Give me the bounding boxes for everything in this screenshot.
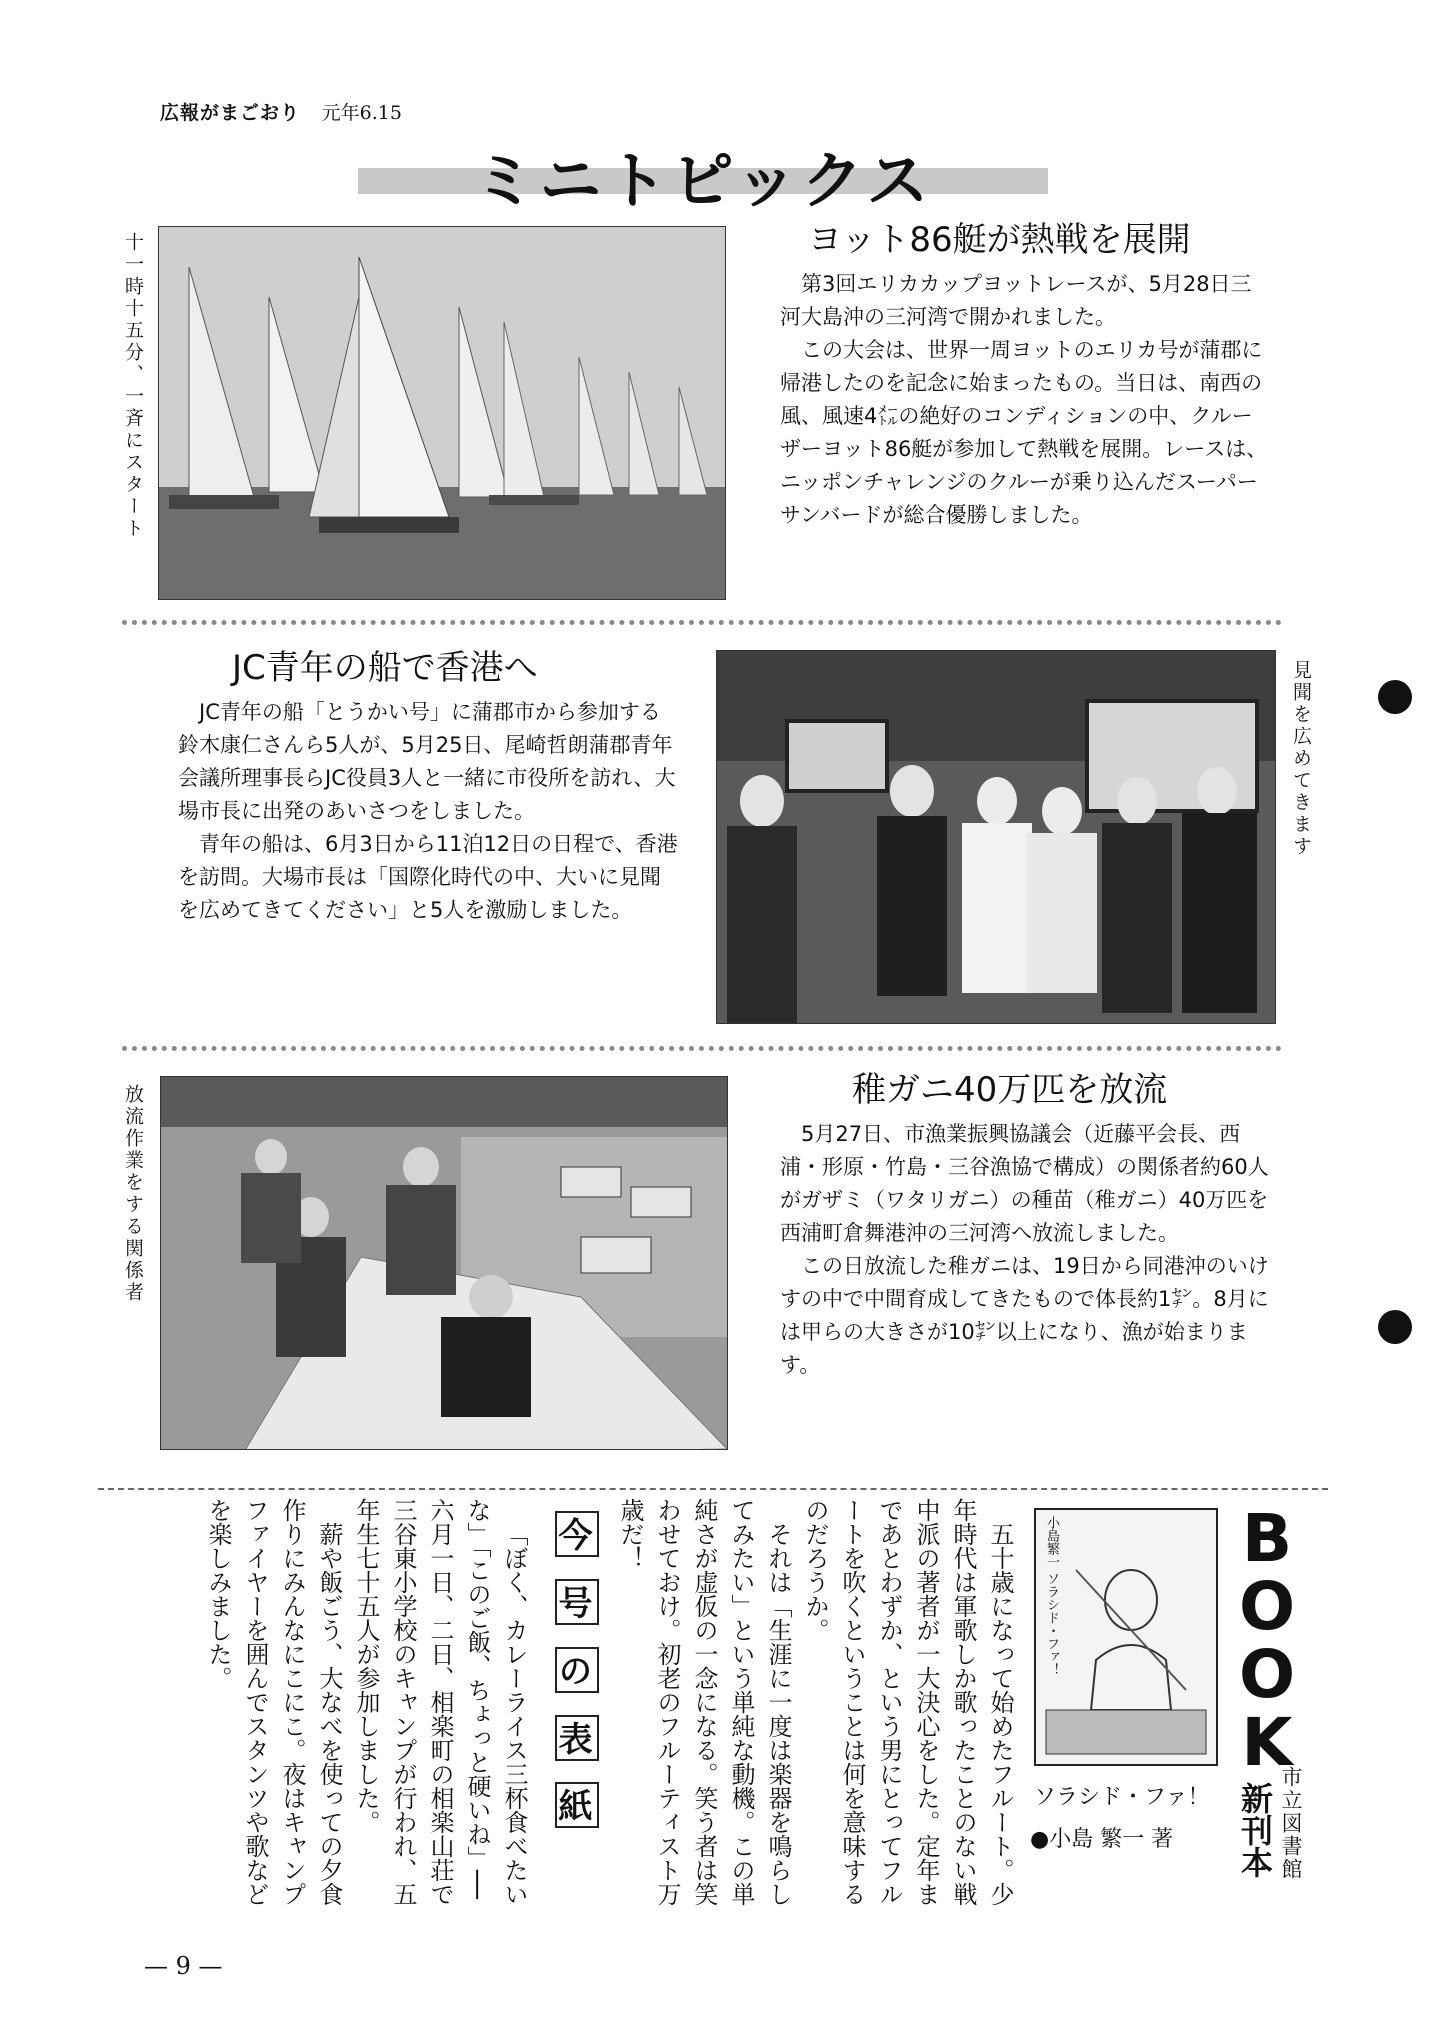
jc-paragraph: JC青年の船「とうかい号」に蒲郡市から参加する鈴木康仁さんら5人が、5月25日、尾崎哲朗蒲郡青年会議所理事長らJC役員3人と一緒に市役所を訪れ、大場市長に出発のあいさつをしました。 — [178, 700, 676, 823]
crab-body — [780, 1118, 1270, 1382]
book-letter: K — [1241, 1704, 1293, 1781]
book-letter: O — [1238, 1636, 1296, 1713]
book-letter: O — [1238, 1568, 1296, 1645]
section-divider — [98, 1488, 1328, 1490]
cover-title-char: の — [555, 1647, 599, 1693]
cover-title-char: 今 — [555, 1511, 599, 1557]
crab-paragraph: この日放流した稚ガニは、19日から同港沖のいけすの中で中間育成してきたもので体長約1㌢。8月には甲らの大きさが10㌢以上になり、漁が始まります。 — [780, 1254, 1269, 1377]
cover-paragraph: 薪や飯ごう、大なべを使っての夕食作りにみんなにこにこ。夜はキャンプファイヤーを囲んでスタンツや歌などを楽しみました。 — [204, 1498, 343, 1906]
cover-title-char: 表 — [555, 1715, 599, 1761]
book-title: ソラシド・ファ！ — [1034, 1785, 1210, 1810]
book-cover-text: 小島繁一 ソラシド・ファ！ — [1044, 1516, 1059, 1677]
book-author: ●小島 繁一 著 — [1030, 1827, 1174, 1852]
jc-body — [178, 696, 678, 927]
book-paragraph: 五十歳になって始めたフルート。少年時代は軍歌しか歌ったことのない戦中派の著者が一大決心をした。定年まであとわずか、という男にとってフルートを吹くということは何を意味するのだろうか。 — [801, 1498, 1014, 1906]
yacht-paragraph: この大会は、世界一周ヨットのエリカ号が蒲郡に帰港したのを記念に始まったもの。当日は、南西の風、風速4㍍の絶好のコンディションの中、クルーザーヨット86艇が参加して熱戦を展開。レースは、ニッポンチャレンジのクルーが乗り込んだスーパーサンバードが総合優勝しました。 — [780, 338, 1268, 527]
book-paragraph: それは「生涯に一度は楽器を鳴らしてみたい」という単純な動機。この単純さが虚仮の一念になる。笑う者は笑わせておけ。初老のフルーティスト万歳だ！ — [616, 1498, 792, 1906]
punch-hole-mark — [1378, 680, 1412, 714]
yacht-photo-caption: 十一時十五分、一斉にスタート — [122, 232, 144, 540]
punch-hole-mark — [1378, 1310, 1412, 1344]
yacht-paragraph: 第3回エリカカップヨットレースが、5月28日三河大島沖の三河湾で開かれました。 — [780, 272, 1252, 329]
crab-photo-caption: 放流作業をする関係者 — [122, 1084, 144, 1304]
jc-photo-caption: 見聞を広めてきます — [1290, 660, 1312, 858]
cover-title-char: 号 — [555, 1579, 599, 1625]
yacht-headline: ヨット86艇が熱戦を展開 — [808, 220, 1191, 260]
jc-photo — [716, 650, 1276, 1024]
cover-story-body — [122, 1498, 532, 1918]
crab-paragraph: 5月27日、市漁業振興協議会（近藤平会長、西浦・形原・竹島・三谷漁協で構成）の関係者約60人がガザミ（ワタリガニ）の種苗（稚ガニ）40万匹を西浦町倉舞港沖の三河湾へ放流しました。 — [780, 1122, 1269, 1245]
yacht-body — [780, 268, 1270, 532]
book-section-title: 新刊本 — [1236, 1782, 1274, 1878]
banner-title: ミニトピックス — [473, 144, 933, 217]
page-number: — 9 — — [144, 1952, 223, 1980]
cover-title-char: 紙 — [555, 1782, 599, 1828]
book-letter: B — [1241, 1500, 1293, 1577]
publication-name: 広報がまごおり — [160, 102, 301, 124]
issue-date: 元年6.15 — [321, 102, 402, 124]
crab-photo — [160, 1076, 728, 1450]
library-name: 市立図書館 — [1279, 1766, 1303, 1881]
jc-headline: JC青年の船で香港へ — [232, 648, 538, 688]
book-review — [616, 1498, 1018, 1918]
book-label — [1222, 1500, 1312, 1781]
jc-paragraph: 青年の船は、6月3日から11泊12日の日程で、香港を訪問。大場市長は「国際化時代の中、大いに見聞を広めてきてください」と5人を激励しました。 — [178, 832, 678, 922]
cover-story-title — [552, 1506, 599, 1833]
page-header — [160, 98, 402, 125]
cover-paragraph: 「ぼく、カレーライス三杯食べたいな」「このご飯、ちょっと硬いね」──六月一日、二日、相楽町の相楽山荘で三谷東小学校のキャンプが行われ、五年生七十五人が参加しました。 — [352, 1498, 528, 1906]
crab-headline: 稚ガニ40万匹を放流 — [852, 1070, 1168, 1110]
yacht-photo — [158, 226, 726, 600]
book-cover-image — [1034, 1508, 1218, 1766]
section-divider — [122, 620, 1282, 625]
section-divider — [122, 1046, 1282, 1051]
